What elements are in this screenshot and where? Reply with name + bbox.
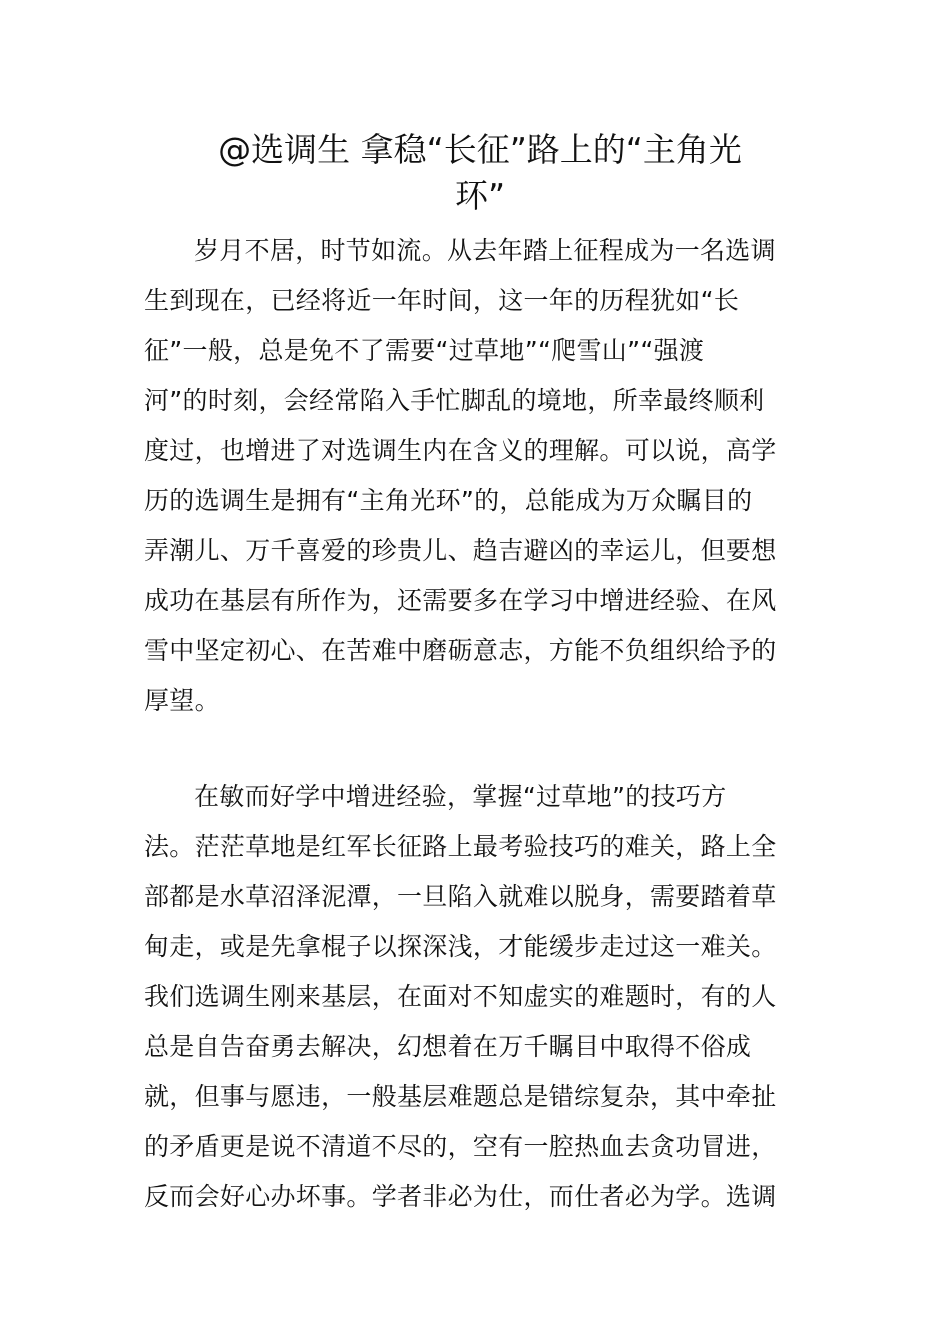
- text-line: 征”一般，总是免不了需要“过草地”“爬雪山”“强渡: [144, 336, 705, 365]
- text-line: 弄潮儿、万千喜爱的珍贵儿、趋吉避凶的幸运儿，但要想: [144, 536, 777, 565]
- text-line: 总是自告奋勇去解决，幻想着在万千瞩目中取得不俗成: [144, 1032, 752, 1061]
- title-line: 环”: [454, 176, 506, 215]
- text-line: 历的选调生是拥有“主角光环”的，总能成为万众瞩目的: [144, 486, 753, 515]
- text-line: 法。茫茫草地是红军长征路上最考验技巧的难关，路上全: [144, 832, 777, 861]
- text-line: 厚望。: [144, 686, 220, 715]
- text-line: 甸走，或是先拿棍子以探深浅，才能缓步走过这一难关。: [144, 932, 777, 961]
- text-line: 生到现在，已经将近一年时间，这一年的历程犹如“长: [144, 286, 740, 315]
- paragraph-grassland: [144, 772, 814, 1222]
- text-line: 河”的时刻，会经常陷入手忙脚乱的境地，所幸最终顺利: [144, 386, 765, 415]
- text-line: 部都是水草沼泽泥潭，一旦陷入就难以脱身，需要踏着草: [144, 882, 777, 911]
- text-line: 反而会好心办坏事。学者非必为仕，而仕者必为学。选调: [144, 1182, 777, 1211]
- document-title: [150, 127, 810, 219]
- text-line: 我们选调生刚来基层，在面对不知虚实的难题时，有的人: [144, 982, 777, 1011]
- text-line: 岁月不居，时节如流。从去年踏上征程成为一名选调: [194, 236, 776, 265]
- text-line: 度过，也增进了对选调生内在含义的理解。可以说，高学: [144, 436, 777, 465]
- text-line: 雪中坚定初心、在苦难中磨砺意志，方能不负组织给予的: [144, 636, 777, 665]
- title-line: @选调生 拿稳“长征”路上的“主角光: [218, 130, 742, 169]
- text-line: 在敏而好学中增进经验，掌握“过草地”的技巧方: [194, 782, 727, 811]
- text-line: 就，但事与愿违，一般基层难题总是错综复杂，其中牵扯: [144, 1082, 777, 1111]
- paragraph-intro: [144, 226, 814, 726]
- text-line: 的矛盾更是说不清道不尽的，空有一腔热血去贪功冒进，: [144, 1132, 777, 1161]
- text-line: 成功在基层有所作为，还需要多在学习中增进经验、在风: [144, 586, 777, 615]
